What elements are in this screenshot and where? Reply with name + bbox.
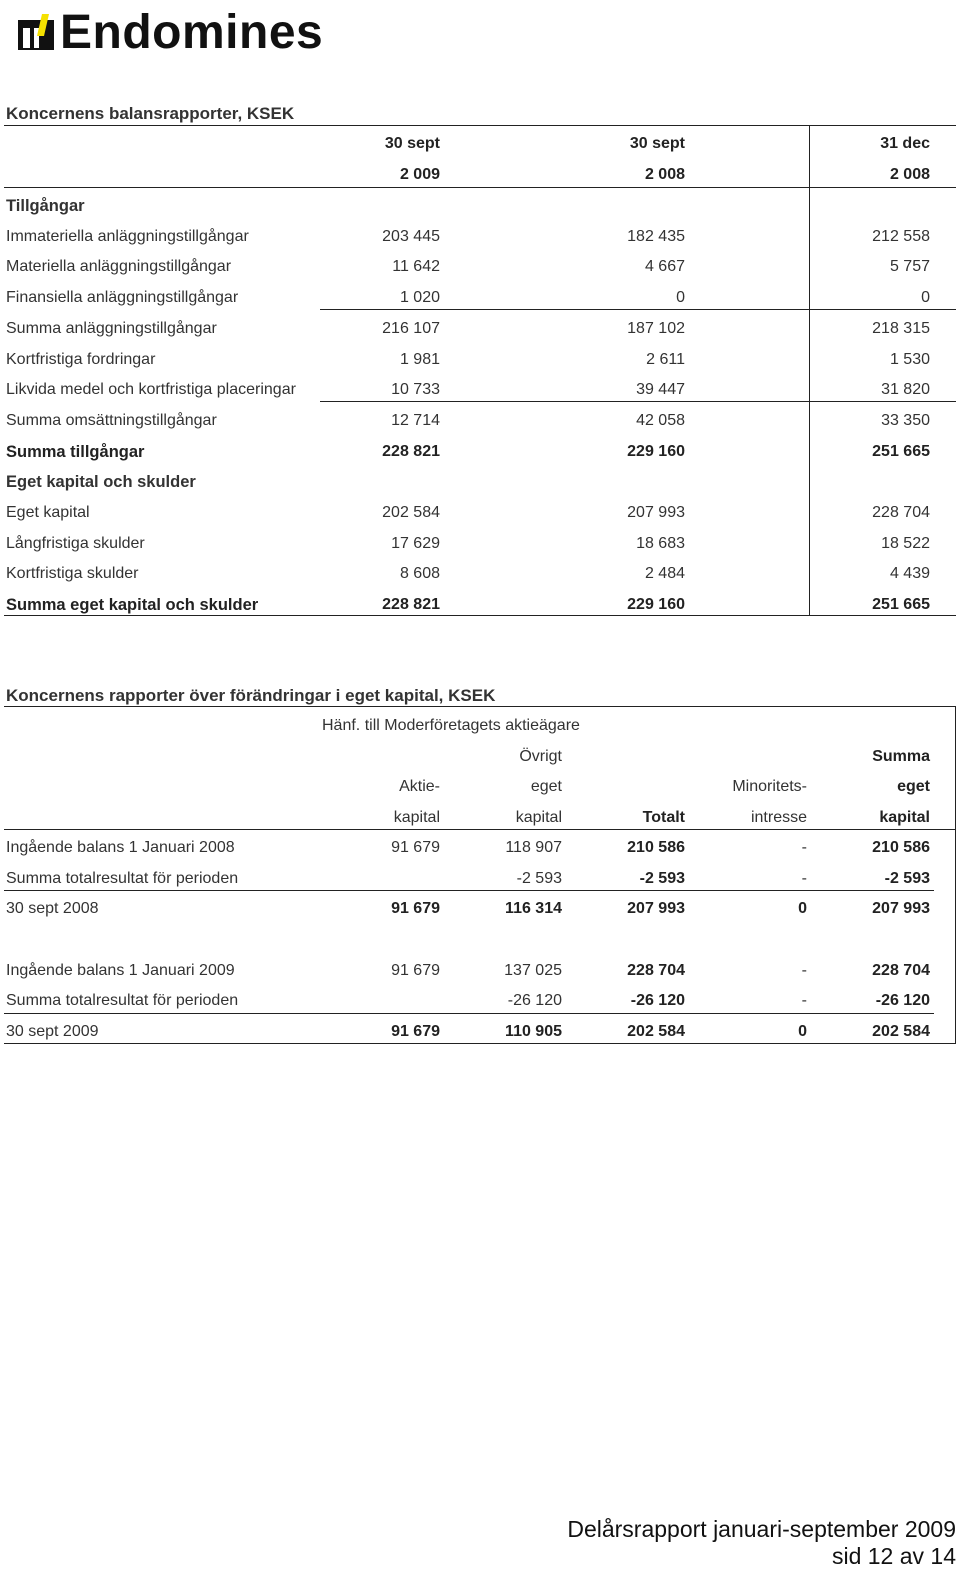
row-label: Kortfristiga fordringar (6, 350, 156, 368)
row-value: 228 704 (872, 962, 930, 979)
row-value: 118 907 (505, 839, 562, 856)
balance-row (0, 591, 960, 621)
row-value: 0 (676, 289, 685, 307)
row-value: 110 905 (505, 1023, 562, 1040)
group-header: Hänf. till Moderföretagets aktieägare (322, 717, 580, 734)
aktie-header-2: kapital (393, 809, 440, 826)
row-value: 207 993 (627, 504, 685, 521)
row-value: 91 679 (391, 900, 440, 917)
row-label: Summa anläggningstillgångar (6, 319, 217, 337)
equity-row (0, 957, 960, 987)
row-label: Finansiella anläggningstillgångar (6, 289, 239, 307)
row-value: -2 593 (884, 870, 930, 887)
row-value: 203 445 (382, 227, 440, 245)
row-value: 202 584 (627, 1023, 685, 1040)
subtotal-rule-2 (320, 401, 956, 402)
balance-row (0, 468, 960, 498)
row-value: 228 821 (382, 442, 440, 460)
row-value: -2 593 (516, 870, 562, 887)
row-value: -26 120 (630, 992, 685, 1009)
balance-row (0, 192, 960, 222)
balance-row (0, 530, 960, 560)
balance-header-rule (4, 187, 956, 188)
row-value: 0 (798, 1023, 807, 1040)
row-value: 218 315 (872, 319, 930, 337)
row-value: 207 993 (872, 900, 930, 917)
row-value: 1 981 (399, 350, 440, 368)
row-label: Eget kapital (6, 504, 90, 521)
row-label: Summa totalresultat för perioden (6, 992, 239, 1009)
row-value: 42 058 (636, 411, 685, 429)
col3-header-line2: 2 008 (889, 166, 930, 183)
row-value: 210 586 (627, 839, 685, 856)
col2-header-line2: 2 008 (644, 166, 685, 183)
balance-row (0, 499, 960, 529)
row-label: 30 sept 2008 (6, 900, 99, 917)
row-label: Materiella anläggningstillgångar (6, 258, 232, 276)
row-value: 91 679 (391, 1023, 440, 1040)
ovrigt-header-2: eget (530, 778, 562, 795)
row-value: 18 522 (881, 534, 930, 552)
equity-top-rule (4, 706, 956, 707)
aktie-header-1: Aktie- (399, 778, 440, 795)
row-value: - (801, 839, 807, 856)
ovrigt-header-1: Övrigt (519, 748, 562, 765)
endomines-mark-icon (18, 14, 56, 52)
equity-header-rule (4, 829, 956, 830)
row-value: 187 102 (627, 319, 685, 337)
page-number: sid 12 av 14 (831, 1543, 956, 1569)
row-value: 216 107 (382, 319, 440, 337)
col3-header-line1: 31 dec (880, 135, 930, 152)
equity-subtotal-rule-2 (4, 1013, 934, 1014)
row-label: Summa omsättningstillgångar (6, 411, 217, 429)
row-value: 0 (921, 289, 930, 307)
row-value: - (801, 870, 807, 887)
row-label: Likvida medel och kortfristiga placeringar (6, 381, 296, 399)
totalt-header: Totalt (642, 809, 685, 826)
row-value: 229 160 (627, 442, 685, 460)
row-value: 202 584 (872, 1023, 930, 1040)
row-label: Immateriella anläggningstillgångar (6, 227, 249, 245)
col1-header-line2: 2 009 (399, 166, 440, 183)
balance-row (0, 253, 960, 283)
col1-header-line1: 30 sept (384, 135, 440, 152)
row-value: 212 558 (872, 227, 930, 245)
row-label: Långfristiga skulder (6, 534, 145, 552)
row-label: Kortfristiga skulder (6, 565, 139, 583)
equity-row (0, 895, 960, 925)
equity-row (0, 834, 960, 864)
row-value: -26 120 (507, 992, 562, 1009)
logo-text: Endomines (60, 6, 324, 59)
row-value: 229 160 (627, 596, 685, 614)
row-value: 11 642 (392, 258, 440, 276)
row-value: 0 (798, 900, 807, 917)
row-value: - (801, 962, 807, 979)
balance-row (0, 315, 960, 345)
equity-title: Koncernens rapporter över förändringar i eget kapital, KSEK (6, 686, 496, 705)
balance-row (0, 560, 960, 590)
row-value: 39 447 (636, 381, 685, 399)
row-label: Tillgångar (6, 197, 85, 215)
row-value: 4 439 (889, 565, 930, 583)
minor-header-2: intresse (750, 809, 807, 826)
row-value: 1 530 (889, 350, 930, 368)
row-value: 207 993 (627, 900, 685, 917)
balance-row (0, 346, 960, 376)
balance-row (0, 407, 960, 437)
row-value: 8 608 (399, 565, 440, 583)
row-label: Ingående balans 1 Januari 2009 (6, 962, 235, 979)
row-value: -26 120 (875, 992, 930, 1009)
row-value: 18 683 (636, 534, 685, 552)
row-value: 251 665 (872, 442, 930, 460)
row-value: 5 757 (889, 258, 930, 276)
balance-row (0, 223, 960, 253)
row-value: 116 314 (505, 900, 562, 917)
row-value: 17 629 (391, 534, 440, 552)
row-value: 137 025 (504, 962, 562, 979)
row-value: 228 704 (872, 504, 930, 521)
ovrigt-header-3: kapital (515, 809, 562, 826)
balance-title: Koncernens balansrapporter, KSEK (6, 104, 295, 123)
row-value: 31 820 (881, 381, 930, 399)
row-value: - (801, 992, 807, 1009)
row-value: 4 667 (644, 258, 685, 276)
row-label: Summa eget kapital och skulder (6, 596, 259, 615)
col2-header-line1: 30 sept (629, 135, 685, 152)
row-value: 91 679 (391, 839, 440, 856)
row-value: -2 593 (639, 870, 685, 887)
report-title: Delårsrapport januari-september 2009 (567, 1516, 956, 1542)
summa-header-3: kapital (879, 809, 930, 826)
row-label: Ingående balans 1 Januari 2008 (6, 839, 235, 856)
row-value: 1 020 (399, 289, 440, 307)
equity-subtotal-rule-1 (4, 890, 934, 891)
row-value: 251 665 (872, 596, 930, 614)
minor-header-1: Minoritets- (732, 778, 807, 795)
row-label: 30 sept 2009 (6, 1023, 99, 1040)
row-value: 182 435 (627, 227, 685, 245)
balance-top-rule (4, 125, 956, 126)
row-value: 91 679 (391, 962, 440, 979)
summa-header-2: eget (897, 778, 930, 795)
row-value: 2 484 (644, 565, 685, 583)
balance-row (0, 438, 960, 468)
row-value: 202 584 (382, 504, 440, 521)
balance-bottom-rule (4, 615, 956, 616)
row-value: 210 586 (872, 839, 930, 856)
row-label: Summa tillgångar (6, 442, 145, 461)
row-label: Summa totalresultat för perioden (6, 870, 239, 887)
row-value: 228 704 (627, 962, 685, 979)
row-label: Eget kapital och skulder (6, 473, 196, 492)
row-value: 2 611 (646, 350, 685, 368)
summa-header-1: Summa (872, 748, 930, 765)
row-value: 10 733 (391, 381, 440, 399)
equity-bottom-rule (4, 1043, 956, 1044)
row-value: 228 821 (382, 596, 440, 614)
subtotal-rule-1 (320, 309, 956, 310)
row-value: 12 714 (391, 411, 440, 429)
row-value: 33 350 (881, 411, 930, 429)
